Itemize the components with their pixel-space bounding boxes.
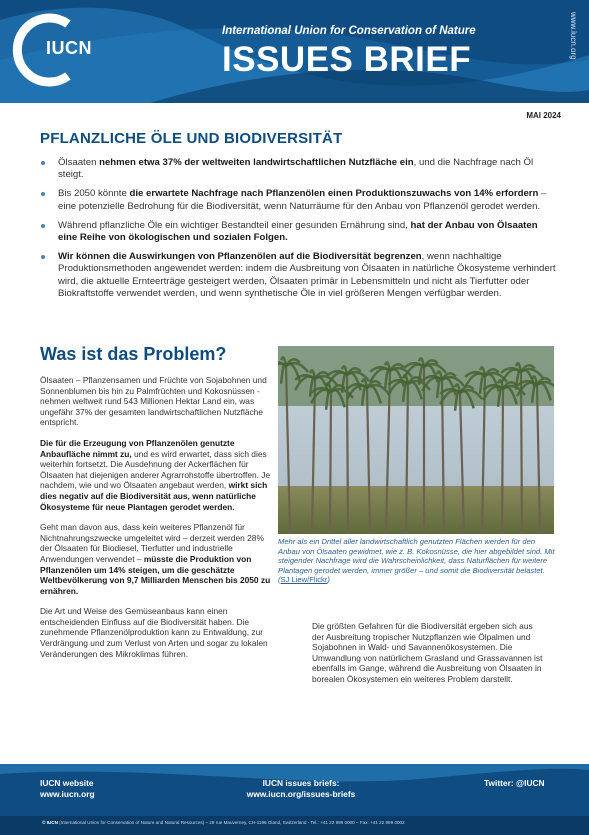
footer-website [40,778,95,799]
paragraph-pre: Ölsaaten – Pflanzensamen und Früchte von Sojabohnen und Sonnenblumen bis hin zu Palmfrüchten und Kokosnüssen - nehmen weltweit rund 543 Millionen Hektar Land ein, was ungefähr 37% der gesamten landwirtschaftlichen Nutzfläche entspricht. [40,375,267,428]
key-point-bold: nehmen etwa 37% der weltweiten landwirtschaftlichen Nutzfläche ein [99,157,414,168]
key-point-post: , wenn nachhaltige Produktionsmethoden angewendet werden: indem die Ausbreitung von Ölsaaten in natürliche Ökosysteme verhindert wird, die aktuelle Ernteerträge gesteigert werden, Ölsaaten primär in Lebensmitteln und nicht als Tierfutter oder Biokraftstoffe verwendet werden, und wenn synthetische Öle in viel größeren Mengen verfügbar werden. [58,251,556,299]
key-point-item [58,220,558,244]
key-point-post: , und die Nachfrage nach Öl steigt. [58,157,534,181]
palm-trunk [330,392,331,534]
key-points-list [58,157,558,307]
key-point-bold: die erwartete Nachfrage nach Pflanzenölen einen Produktionszuwachs von 14% erfordern [129,188,539,200]
key-point-pre: Ölsaaten [58,157,100,168]
brief-type-title: ISSUES BRIEF [222,40,472,79]
key-point-bold: Wir können die Auswirkungen von Pflanzenölen auf die Biodiversität begrenzen [58,251,422,263]
legal-copyright: © IUCN [42,820,58,825]
publication-date: MAI 2024 [526,111,561,120]
header-banner [0,0,589,103]
photo-caption [278,537,556,585]
left-column [40,375,272,669]
page-title: PFLANZLICHE ÖLE UND BIODIVERSITÄT [40,130,343,147]
photo-illustration [278,346,554,534]
paragraph-pre: Geht man davon aus, dass kein weiteres Pflanzenöl für Nichtnahrungszwecke umgeleitet wird – derzeit werden 28% der Ölsaaten für Biodiesel, Tierfutter und industrielle Anwendungen verwendet – [40,522,264,564]
paragraph-bold2: wirkt sich dies negativ auf die Biodiversität aus, wenn natürliche Ökosysteme für neue Plantagen gerodet werden. [40,480,268,512]
footer-website-link[interactable]: www.iucn.org [40,788,95,799]
paragraph-bold: müsste die Produktion von Pflanzenölen um 14% steigen, um die geschätzte Weltbevölkerung von 9,7 Milliarden Menschen bis 2050 zu ernähren. [40,553,271,596]
legal-address: (International Union for Conservation of Nature and Natural Resources) – 28 rue Mauverney, CH-1196 Gland, Switzerland - Tel.: +41 22 999 0000 – Fax: +41 22 999 0002 [57,820,405,825]
footer-website-label: IUCN website [40,778,94,788]
footer-briefs-label: IUCN issues briefs: [262,778,340,788]
side-url: www.iucn.org [569,12,578,60]
caption-text: Mehr als ein Drittel aller landwirtschaftlich genutzten Flächen werden für den Anbau von Ölsaaten gewidmet, wie z. B. Kokosnüsse, die hier abgebildet sind. Mit steigender Nachfrage wird die Wahrscheinlichkeit, dass Naturflächen für weitere Plantagen gerodet werden, immer größer – und somit die Biodiversität belastet. ( [278,537,555,585]
paragraph-pre: Die Art und Weise des Gemüseanbaus kann einen entscheidenden Einfluss auf die Biodiversität haben. Die zunehmende Pflanzenölproduktion kann zu Entwaldung, zur Verdrängung und zum Verlust von Arten und sogar zu lokalen Veränderungen des Mikroklimas führen. [40,606,268,659]
key-point-pre: Bis 2050 könnte [58,188,130,200]
paragraph-post: und es wird erwartet, dass sich dies weiterhin fortsetzt. Die Ausdehnung der Ackerflächen für Ölsaaten hat diejenigen anderer Agrarrohstoffe übertroffen. Je nachdem, wie und wo Ölsaaten angebaut werden, [40,448,271,491]
key-point-item [58,188,558,212]
footer-briefs-link[interactable]: www.iucn.org/issues-briefs [246,788,356,799]
key-point-item [58,157,558,181]
right-column-text: Die größten Gefahren für die Biodiversität ergeben sich aus der Ausbreitung tropischer Nutzpflanzen wie Ölpalmen und Sojabohnen in Wald- und Savannenökosystemen. Die Umwandlung von natürlichem Grasland und Grassavannen ist ebenfalls im Gange, während die Ausbreitung von Ölsaaten in borealen Ökosystemen ein weiteres Problem darstellt. [312,621,543,684]
paragraph-bold: Die für die Erzeugung von Pflanzenölen genutzte Anbaufläche nimmt zu, [40,437,235,459]
org-name: International Union for Conservation of Nature [222,25,476,37]
coconut-plantation-photo [278,346,554,534]
key-point-bold: hat der Anbau von Ölsaaten eine Reihe von ökologischen und sozialen Folgen. [58,219,538,244]
key-point-post: – eine potenzielle Bedrohung für die Biodiversität, wenn Naturräume für den Anbau von Pflanzenöl gerodet werden. [58,188,547,212]
footer-legal-text [42,820,562,825]
key-point-item [58,251,558,300]
footer-twitter[interactable]: Twitter: @IUCN [484,778,545,788]
body-paragraph [40,606,272,659]
footer-legal-bar [0,816,589,835]
photo-credit-link[interactable]: SJ Liew/Flickr [280,575,328,585]
body-paragraph [40,438,272,512]
body-paragraph [40,522,272,596]
iucn-logo-text: IUCN [46,38,92,58]
footer-briefs [226,778,376,799]
caption-end: ) [327,575,330,585]
section-title: Was ist das Problem? [40,344,227,364]
palm-trunk [502,389,503,534]
key-point-pre: Während pflanzliche Öle ein wichtiger Bestandteil einer gesunden Ernährung sind, [58,219,411,231]
body-paragraph [40,375,272,428]
